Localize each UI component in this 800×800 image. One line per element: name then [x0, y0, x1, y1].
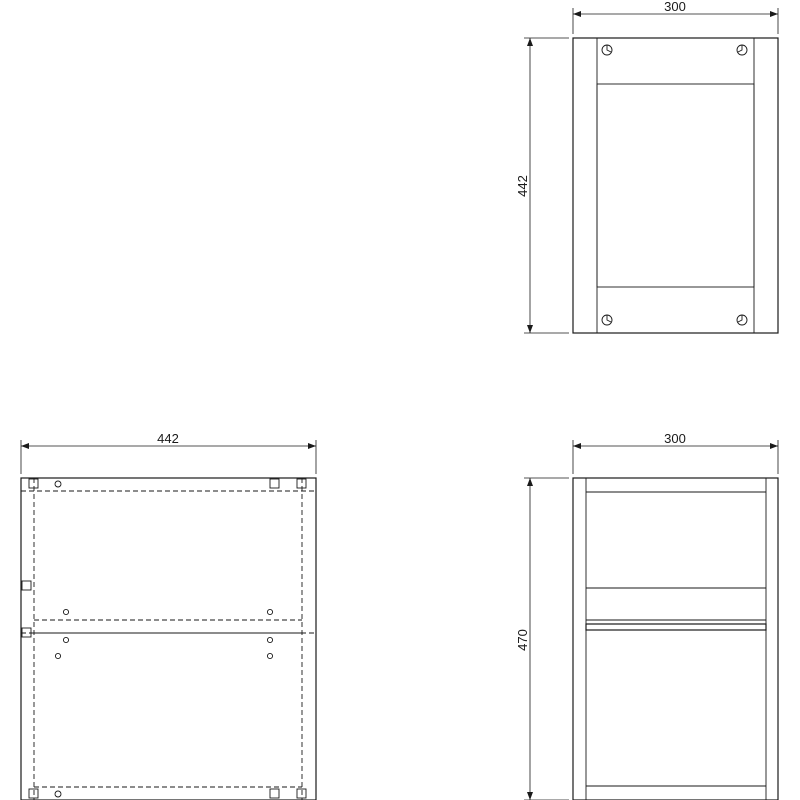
top-dowel-1	[63, 609, 68, 614]
front-width-label: 300	[664, 0, 686, 14]
front-center-panel	[597, 84, 754, 287]
front-height-dimension	[515, 38, 569, 333]
top-dowel-4	[267, 637, 272, 642]
top-dowel-3	[63, 637, 68, 642]
side-width-label: 300	[664, 431, 686, 446]
front-fastener-bottom-right	[737, 315, 747, 325]
top-fastener-cluster-top-right	[270, 479, 306, 488]
side-width-dimension	[573, 431, 778, 474]
front-fastener-bottom-left	[602, 315, 612, 325]
top-view-outline	[21, 478, 316, 800]
front-view-outline	[573, 38, 778, 333]
top-fastener-left-upper	[22, 581, 31, 590]
top-dowel-6	[267, 653, 272, 658]
side-view-outline	[573, 478, 778, 800]
top-fastener-left-lower	[22, 628, 31, 637]
side-height-dimension	[515, 478, 569, 800]
front-height-label: 442	[515, 175, 530, 197]
top-fastener-cluster-bottom-right	[270, 789, 306, 798]
top-width-dimension	[21, 431, 316, 474]
front-width-dimension	[573, 0, 778, 34]
top-dowel-5	[55, 653, 60, 658]
top-width-label: 442	[157, 431, 179, 446]
front-fastener-top-left	[602, 45, 612, 55]
side-height-label: 470	[515, 629, 530, 651]
front-fastener-top-right	[737, 45, 747, 55]
side-view	[515, 431, 778, 800]
top-dowel-2	[267, 609, 272, 614]
front-view	[515, 0, 778, 333]
top-view	[21, 431, 316, 800]
side-shelf-thick	[586, 624, 766, 630]
